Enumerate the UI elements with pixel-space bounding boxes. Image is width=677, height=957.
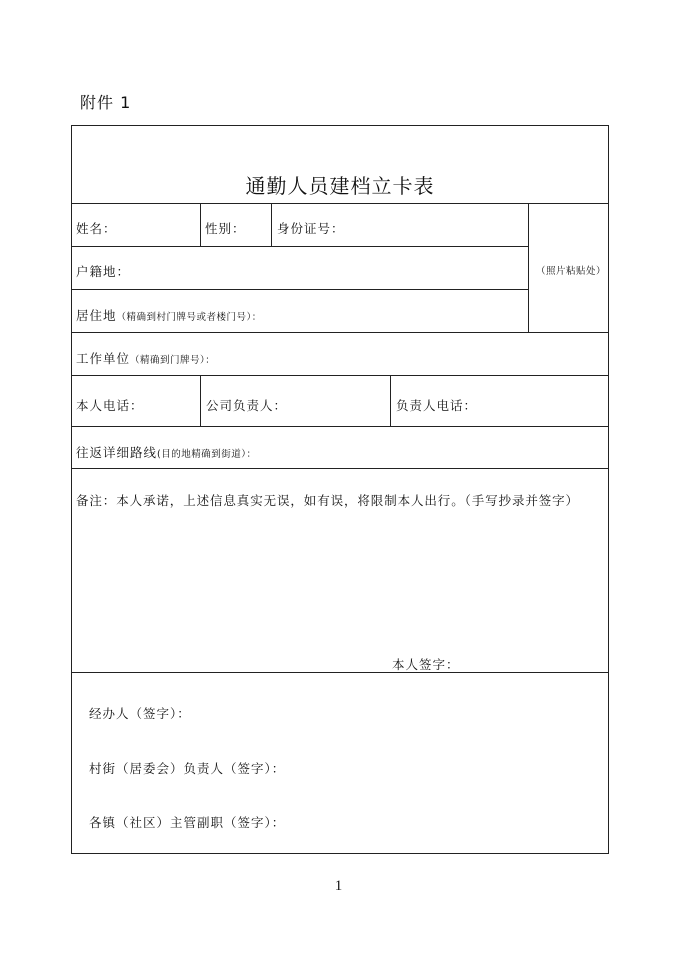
row-divider	[71, 468, 609, 469]
remarks-text: 备注：本人承诺，上述信息真实无误，如有误，将限制本人出行。（手写抄录并签字）	[76, 493, 579, 508]
row-divider	[71, 246, 528, 247]
residence-note: （精确到村门牌号或者楼门号）：	[116, 312, 262, 323]
col-divider	[390, 375, 391, 426]
photo-divider	[528, 203, 529, 332]
workplace-note: （精确到门牌号）：	[130, 355, 216, 366]
gender-label: 性别：	[205, 221, 246, 236]
col-divider	[200, 203, 201, 246]
handler-sign-label: 经办人（签字）：	[89, 706, 191, 721]
row-divider	[71, 332, 609, 333]
phone-label: 本人电话：	[76, 398, 144, 413]
form-border-right	[608, 125, 609, 854]
residence-label	[76, 306, 262, 324]
photo-placeholder: （照片粘贴处）	[536, 266, 607, 277]
head-phone-label: 负责人电话：	[396, 398, 478, 413]
route-text: 往返详细路线	[76, 445, 158, 460]
attachment-label: 附件 1	[80, 93, 132, 112]
company-head-label: 公司负责人：	[206, 398, 288, 413]
col-divider	[200, 375, 201, 426]
household-label: 户籍地：	[76, 264, 131, 279]
registration-form	[71, 125, 609, 854]
form-border-top	[71, 125, 609, 126]
id-number-label: 身份证号：	[277, 221, 345, 236]
workplace-text: 工作单位	[76, 351, 131, 366]
row-divider	[71, 375, 609, 376]
form-border-bottom	[71, 853, 609, 854]
route-label	[76, 443, 256, 461]
form-border-left	[71, 125, 72, 854]
row-divider	[71, 426, 609, 427]
route-note: (目的地精确到街道）：	[157, 449, 257, 460]
workplace-label	[76, 349, 215, 367]
row-divider	[71, 672, 609, 673]
residence-text: 居住地	[76, 308, 117, 323]
row-divider	[71, 289, 528, 290]
page-number: 1	[334, 878, 343, 894]
town-leader-sign-label: 各镇（社区）主管副职（签字）：	[89, 815, 286, 830]
name-label: 姓名：	[76, 221, 117, 236]
col-divider	[271, 203, 272, 246]
village-head-sign-label: 村街（居委会）负责人（签字）：	[89, 761, 286, 776]
self-sign-label: 本人签字：	[392, 657, 460, 672]
form-title: 通勤人员建档立卡表	[245, 174, 435, 198]
